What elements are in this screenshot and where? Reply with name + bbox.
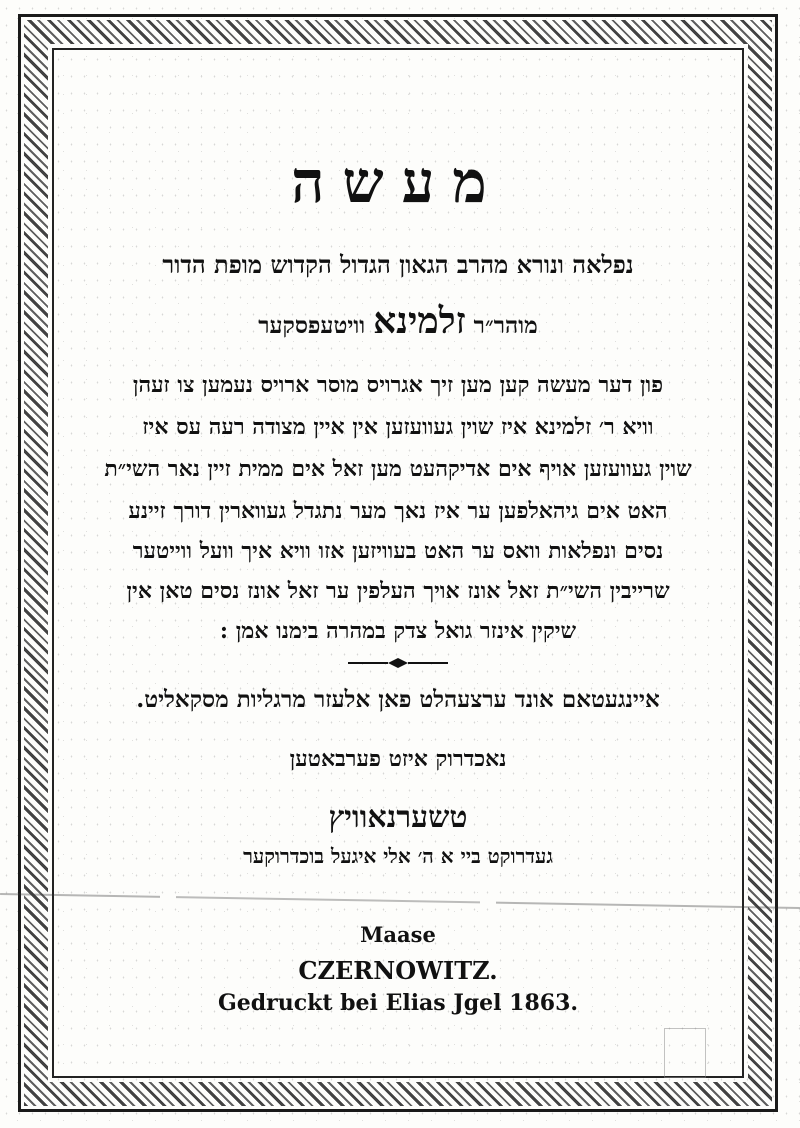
body-line: פון דער מעשה קען מען זיך אגרויס מוסר ארויס נעמען צו זעהן bbox=[132, 372, 664, 398]
subtitle-line-2 bbox=[62, 300, 734, 342]
latin-printer: Gedruckt bei Elias Jgel 1863. bbox=[217, 990, 579, 1016]
latin-title: Maase bbox=[360, 922, 436, 947]
body-line: שיקין אינזר גואל צדק במהרה בימנו אמן : bbox=[219, 618, 577, 644]
reprint-notice: נאכדרוק איזט פערבאטען bbox=[289, 746, 507, 772]
body-line: שוין געוועזען אויף אים אדיקהעט מען זאל אים ממית זיין נאר השי״ת bbox=[104, 456, 692, 482]
title-page-content bbox=[62, 60, 734, 1070]
rabbi-place: וויטעפסקער bbox=[258, 312, 366, 339]
author-line: איינגעטאם אונד ערצעהלט פאן אלעזר מרגליות מסקאליט. bbox=[136, 686, 660, 713]
library-stamp bbox=[664, 1028, 706, 1078]
body-line: וויא ר׳ זלמינא איז שוין געוועזען אין איין מצודה רעה עס איז bbox=[142, 414, 654, 440]
body-line: נסים ונפלאות וואס ער האט בעוויזען אזו וויא איך וועל ווייטער bbox=[132, 538, 664, 564]
rabbi-title: מוהר״ר bbox=[473, 312, 538, 339]
rabbi-name: זלמינא bbox=[373, 300, 466, 342]
page-title: מעשה bbox=[291, 148, 505, 216]
body-line: האט אים גיהאלפען ער איז נאך מער נתגדל געווארין דורך זיינע bbox=[128, 498, 668, 524]
body-line: שרייבין השי״ת זאל אונז אויך העלפין ער זאל אונז נסים טאן אין bbox=[126, 578, 670, 604]
ornament-divider bbox=[348, 658, 448, 668]
latin-city: CZERNOWITZ. bbox=[298, 956, 498, 985]
subtitle-line-1: נפלאה ונורא מהרב הגאון הגדול הקדוש מופת הדור bbox=[162, 250, 634, 279]
printer-hebrew: געדרוקט ביי א ה׳ אלי איגעל בוכדרוקער bbox=[243, 844, 553, 868]
city-hebrew: טשערנאוויץ bbox=[328, 800, 468, 835]
